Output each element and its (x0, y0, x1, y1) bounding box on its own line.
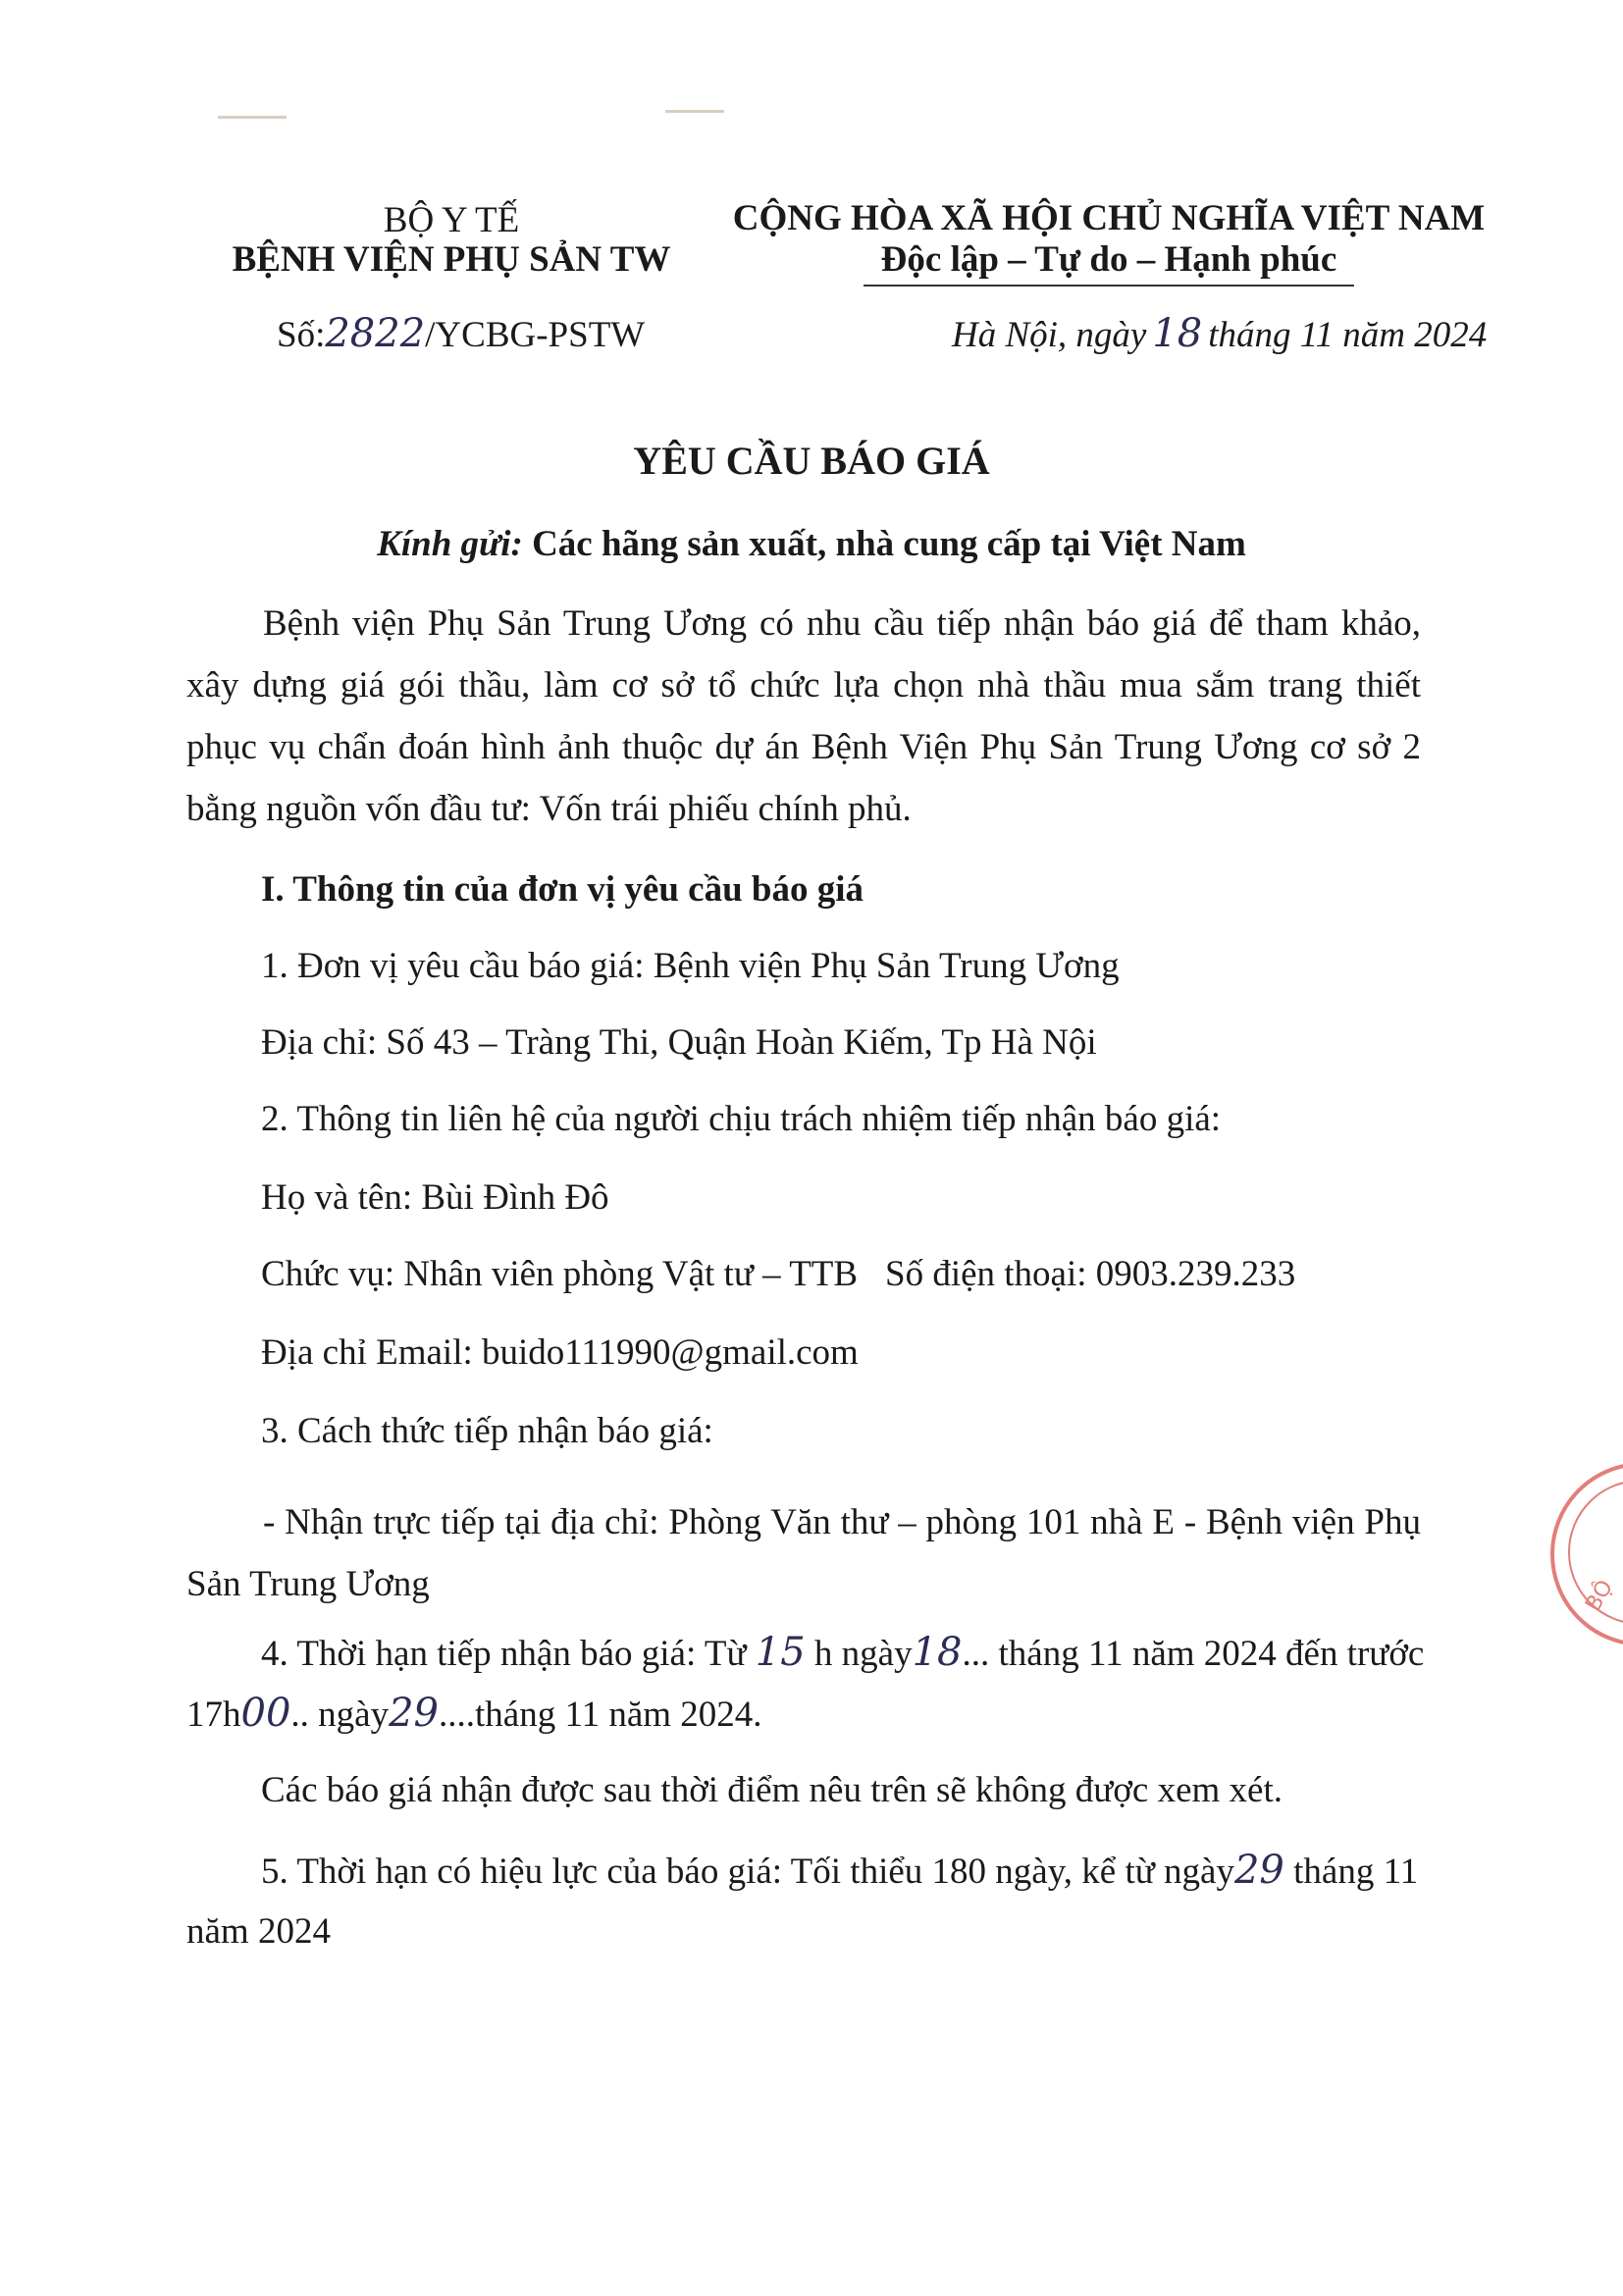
recipient-text: Các hãng sản xuất, nhà cung cấp tại Việt Nam (532, 524, 1246, 564)
contact-phone: Số điện thoại: 0903.239.233 (885, 1254, 1296, 1294)
number-suffix: /YCBG-PSTW (425, 315, 646, 355)
deadline-text-d: 17h (186, 1695, 241, 1735)
handwritten-minute: 00 (240, 1691, 291, 1736)
handwritten-hour: 15 (755, 1630, 806, 1675)
handwritten-end-day: 29 (389, 1691, 439, 1736)
deadline-text-b: h ngày (813, 1634, 913, 1674)
scan-speck (218, 116, 287, 119)
deadline-text-c: ... tháng 11 năm 2024 đến trước (962, 1634, 1425, 1674)
document-date (952, 311, 1488, 356)
requester-unit: 1. Đơn vị yêu cầu báo giá: Bệnh viện Phụ Sản Trung Ương (261, 946, 1120, 986)
deadline-line-2 (186, 1691, 762, 1736)
late-quote-note: Các báo giá nhận được sau thời điểm nêu trên sẽ không được xem xét. (261, 1770, 1283, 1810)
ministry-name: BỘ Y TẾ (383, 200, 520, 240)
national-motto: Độc lập – Tự do – Hạnh phúc (880, 239, 1337, 280)
intro-paragraph (186, 593, 1421, 840)
date-suffix: tháng 11 năm 2024 (1208, 315, 1488, 355)
contact-position: Chức vụ: Nhân viên phòng Vật tư – TTB (261, 1254, 859, 1294)
deadline-line-1 (261, 1630, 1425, 1675)
receiving-method-detail (186, 1491, 1421, 1615)
handwritten-number: 2822 (325, 311, 426, 356)
contact-info-heading: 2. Thông tin liên hệ của người chịu trách nhiệm tiếp nhận báo giá: (261, 1099, 1222, 1139)
receiving-method-text: - Nhận trực tiếp tại địa chỉ: Phòng Văn thư – phòng 101 nhà E - Bệnh viện Phụ Sản Trung Ương (186, 1502, 1421, 1604)
intro-text: Bệnh viện Phụ Sản Trung Ương có nhu cầu tiếp nhận báo giá để tham khảo, xây dựng giá gói thầu, làm cơ sở tổ chức lựa chọn nhà thầu mua sắm trang thiết phục vụ chẩn đoán hình ảnh thuộc dự án Bệnh Viện Phụ Sản Trung Ương cơ sở 2 bằng nguồn vốn đầu tư: Vốn trái phiếu chính phủ. (186, 603, 1421, 829)
validity-line-2: năm 2024 (186, 1911, 331, 1952)
contact-email: Địa chỉ Email: buido111990@gmail.com (261, 1332, 859, 1373)
document-title: YÊU CẦU BÁO GIÁ (633, 439, 990, 483)
scan-speck (665, 110, 724, 113)
validity-text-a: 5. Thời hạn có hiệu lực của báo giá: Tối thiểu 180 ngày, kể từ ngày (261, 1852, 1234, 1892)
receiving-method-heading: 3. Cách thức tiếp nhận báo giá: (261, 1411, 713, 1451)
handwritten-day: 18 (912, 1630, 963, 1675)
handwritten-validity-day: 29 (1233, 1848, 1284, 1893)
deadline-text-e: .. ngày (290, 1695, 390, 1735)
validity-text-b: tháng 11 (1293, 1852, 1419, 1892)
handwritten-date-day: 18 (1152, 311, 1203, 356)
recipient-label: Kính gửi: (377, 524, 523, 564)
deadline-text-a: 4. Thời hạn tiếp nhận báo giá: Từ (261, 1634, 747, 1674)
validity-line-1 (261, 1848, 1419, 1893)
requester-address: Địa chỉ: Số 43 – Tràng Thi, Quận Hoàn Kiếm, Tp Hà Nội (261, 1022, 1097, 1063)
recipient-line (0, 526, 1623, 562)
hospital-name: BỆNH VIỆN PHỤ SẢN TW (232, 239, 671, 280)
document-number (277, 311, 646, 356)
section-1-heading: I. Thông tin của đơn vị yêu cầu báo giá (261, 869, 864, 910)
stamp-text: BỘ (1581, 1576, 1619, 1616)
deadline-text-f: ....tháng 11 năm 2024. (439, 1695, 762, 1735)
date-prefix: Hà Nội, ngày (952, 315, 1147, 355)
red-seal-stamp (1550, 1462, 1623, 1646)
contact-name: Họ và tên: Bùi Đình Đô (261, 1177, 609, 1218)
country-name: CỘNG HÒA XÃ HỘI CHỦ NGHĨA VIỆT NAM (732, 198, 1486, 238)
motto-underline (864, 285, 1354, 287)
number-prefix: Số: (277, 315, 326, 355)
